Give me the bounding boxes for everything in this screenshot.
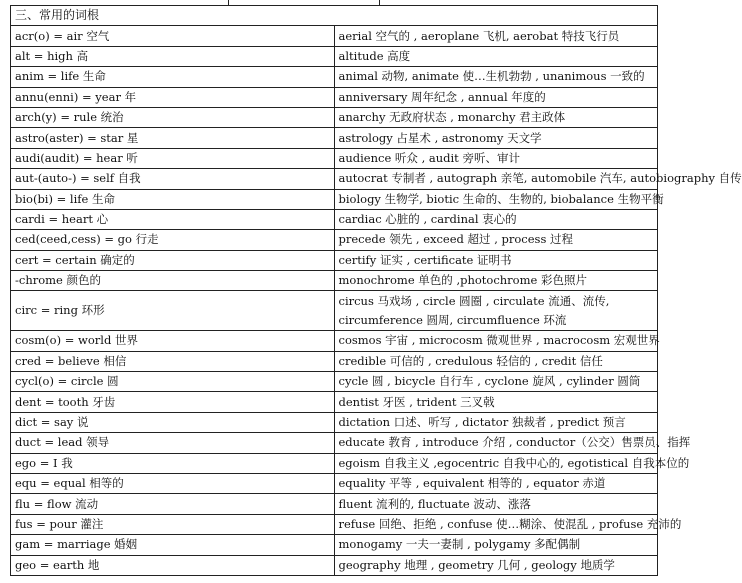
examples-cell: fluent 流利的, fluctuate 波动、涨落: [334, 494, 658, 514]
root-cell: ego = I 我: [11, 453, 335, 473]
table-row: [11, 372, 658, 392]
examples-cell: monogamy 一夫一妻制 , polygamy 多配偶制: [334, 535, 658, 555]
examples-cell: cardiac 心脏的 , cardinal 衷心的: [334, 209, 658, 229]
table-row: [11, 453, 658, 473]
table-row: [11, 555, 658, 575]
examples-cell: egoism 自我主义 ,egocentric 自我中心的, egotistical 自我本位的: [334, 453, 658, 473]
table-row: [11, 230, 658, 250]
table-row: [11, 67, 658, 87]
table-row: [11, 26, 658, 46]
examples-cell: cycle 圆 , bicycle 自行车 , cyclone 旋风 , cylinder 圆筒: [334, 372, 658, 392]
root-cell: cosm(o) = world 世界: [11, 331, 335, 351]
examples-cell: geography 地理 , geometry 几何 , geology 地质学: [334, 555, 658, 575]
examples-cell: refuse 回绝、拒绝 , confuse 使…糊涂、使混乱 , profuse 充沛的: [334, 514, 658, 534]
examples-cell: credible 可信的 , credulous 轻信的 , credit 信任: [334, 351, 658, 371]
table-row: [11, 46, 658, 66]
table-row: [11, 392, 658, 412]
table-row: [11, 494, 658, 514]
table-row: [11, 474, 658, 494]
examples-cell: autocrat 专制者 , autograph 亲笔, automobile 汽车, autobiography 自传: [334, 169, 658, 189]
table-row: [11, 250, 658, 270]
examples-cell: dentist 牙医 , trident 三叉戟: [334, 392, 658, 412]
examples-cell: astrology 占星术 , astronomy 天文学: [334, 128, 658, 148]
table-row: [11, 169, 658, 189]
examples-cell: certify 证实 , certificate 证明书: [334, 250, 658, 270]
examples-cell: animal 动物, animate 使…生机勃勃 , unanimous 一致的: [334, 67, 658, 87]
root-cell: gam = marriage 婚姻: [11, 535, 335, 555]
root-cell: astro(aster) = star 星: [11, 128, 335, 148]
root-cell: anim = life 生命: [11, 67, 335, 87]
table-row: [11, 87, 658, 107]
examples-cell: precede 领先 , exceed 超过 , process 过程: [334, 230, 658, 250]
table-row: [11, 128, 658, 148]
root-cell: annu(enni) = year 年: [11, 87, 335, 107]
section-header-row: [11, 6, 658, 26]
examples-cell: cosmos 宇宙 , microcosm 微观世界 , macrocosm 宏观世界: [334, 331, 658, 351]
root-cell: audi(audit) = hear 听: [11, 148, 335, 168]
root-cell: bio(bi) = life 生命: [11, 189, 335, 209]
section-title: 三、常用的词根: [11, 6, 658, 26]
root-cell: alt = high 高: [11, 46, 335, 66]
table-row: [11, 412, 658, 432]
table-row: [11, 433, 658, 453]
word-root-table: [10, 5, 742, 576]
root-cell: cred = believe 相信: [11, 351, 335, 371]
root-cell: circ = ring 环形: [11, 291, 335, 331]
table-row: [11, 351, 658, 371]
root-cell: cert = certain 确定的: [11, 250, 335, 270]
examples-cell: circus 马戏场 , circle 圆圈 , circulate 流通、流传, circumference 圆周, circumfluence 环流: [334, 291, 658, 331]
examples-cell: audience 听众 , audit 旁听、审计: [334, 148, 658, 168]
examples-cell: monochrome 单色的 ,photochrome 彩色照片: [334, 271, 658, 291]
root-cell: aut-(auto-) = self 自我: [11, 169, 335, 189]
examples-cell: anarchy 无政府状态 , monarchy 君主政体: [334, 107, 658, 127]
table-row: [11, 331, 658, 351]
table-row: [11, 209, 658, 229]
examples-cell: educate 教育 , introduce 介绍 , conductor（公交）售票员、指挥: [334, 433, 658, 453]
root-cell: dent = tooth 牙齿: [11, 392, 335, 412]
examples-cell: aerial 空气的 , aeroplane 飞机, aerobat 特技飞行员: [334, 26, 658, 46]
root-cell: flu = flow 流动: [11, 494, 335, 514]
root-cell: acr(o) = air 空气: [11, 26, 335, 46]
examples-cell: dictation 口述、听写 , dictator 独裁者 , predict 预言: [334, 412, 658, 432]
root-cell: fus = pour 灌注: [11, 514, 335, 534]
table-row: [11, 189, 658, 209]
examples-cell: altitude 高度: [334, 46, 658, 66]
root-cell: duct = lead 领导: [11, 433, 335, 453]
examples-cell: biology 生物学, biotic 生命的、生物的, biobalance 生物平衡: [334, 189, 658, 209]
table-row: [11, 107, 658, 127]
table-row: [11, 514, 658, 534]
table-row: [11, 535, 658, 555]
table-row: [11, 291, 658, 331]
examples-cell: anniversary 周年纪念 , annual 年度的: [334, 87, 658, 107]
examples-cell: equality 平等 , equivalent 相等的 , equator 赤道: [334, 474, 658, 494]
root-cell: cycl(o) = circle 圆: [11, 372, 335, 392]
root-cell: -chrome 颜色的: [11, 271, 335, 291]
root-cell: geo = earth 地: [11, 555, 335, 575]
table-row: [11, 271, 658, 291]
root-cell: cardi = heart 心: [11, 209, 335, 229]
root-cell: ced(ceed,cess) = go 行走: [11, 230, 335, 250]
root-cell: arch(y) = rule 统治: [11, 107, 335, 127]
table-row: [11, 148, 658, 168]
root-cell: equ = equal 相等的: [11, 474, 335, 494]
root-cell: dict = say 说: [11, 412, 335, 432]
